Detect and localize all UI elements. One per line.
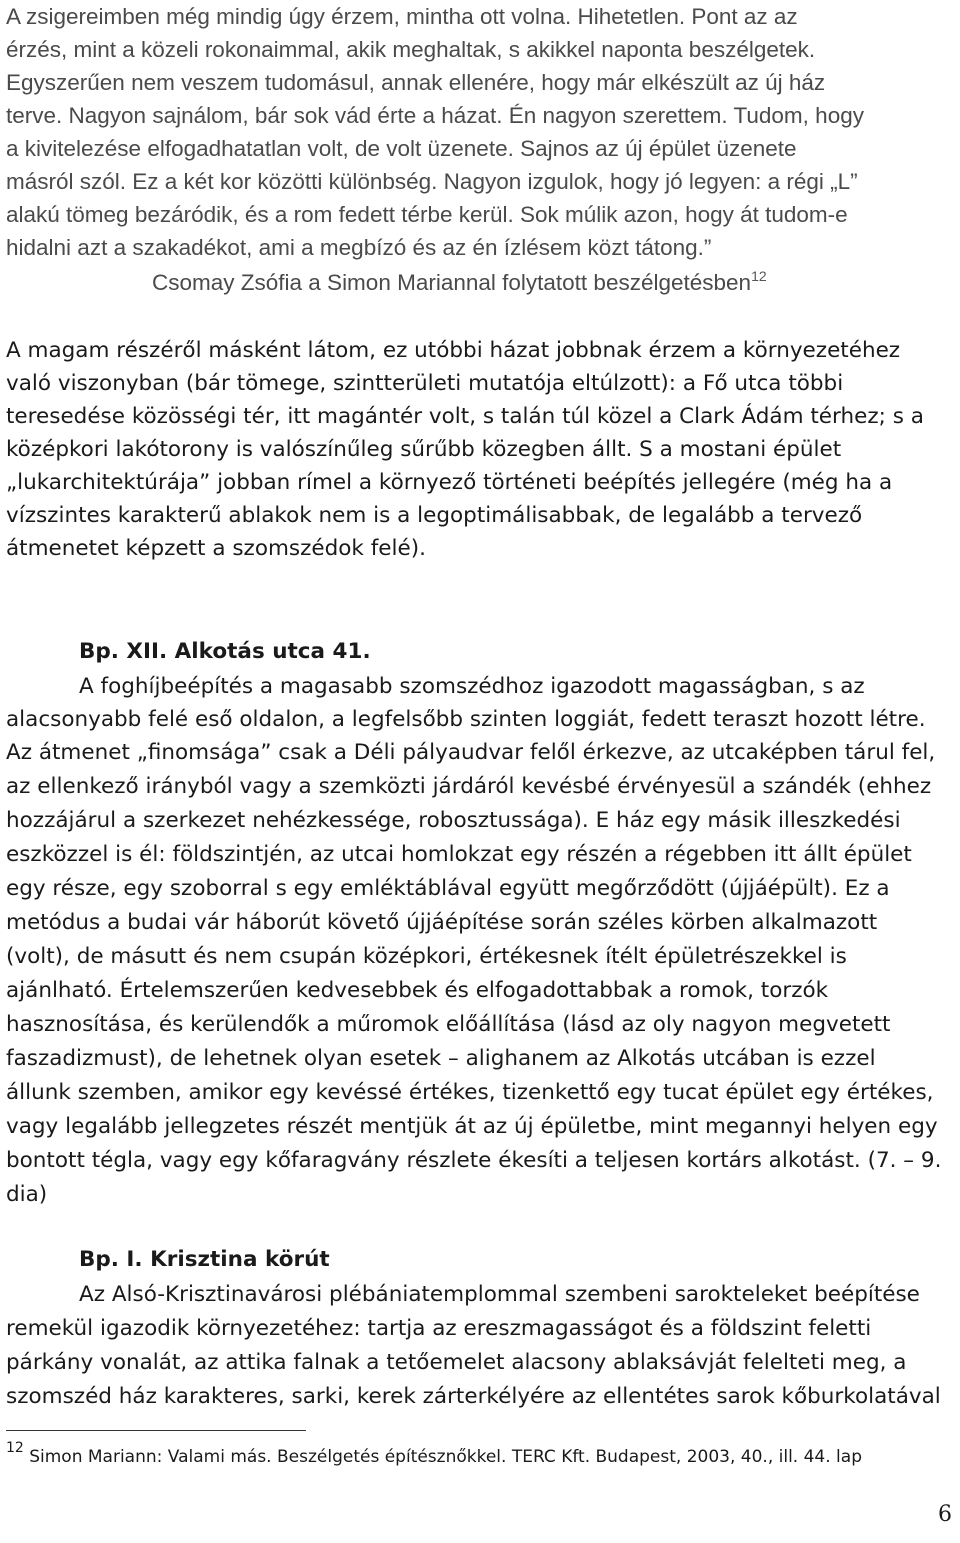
section-line: (volt), de másutt és nem csupán középkori, értékesnek ítélt épületrészekkel is [6, 944, 847, 969]
section-heading: Bp. XII. Alkotás utca 41. [79, 639, 371, 664]
quote-line: a kivitelezése elfogadhatatlan volt, de volt üzenete. Sajnos az új épület üzenete [6, 136, 797, 161]
footnote-separator [6, 1430, 306, 1431]
section-line: alacsonyabb felé eső oldalon, a legfelsőbb szinten loggiát, fedett teraszt hozott létre. [6, 707, 926, 732]
paragraph-line: teresedése közösségi tér, itt magántér volt, s talán túl közel a Clark Ádám térhez; s a [6, 404, 924, 429]
paragraph-line: átmenetet képzett a szomszédok felé). [6, 536, 426, 561]
section-line: az ellenkező irányból vagy a szemközti járdáról kevésbé érvényesül a szándék (ehhez [6, 774, 932, 799]
paragraph-line: A magam részéről másként látom, ez utóbbi házat jobbnak érzem a környezetéhez [6, 338, 901, 363]
section-line: párkány vonalát, az attika falnak a tetőemelet alacsony ablaksávját felelteti meg, a [6, 1350, 907, 1375]
paragraph-line: középkori lakótorony is valószínűleg sűrűbb közegben állt. S a mostani épület [6, 437, 842, 462]
section-line: állunk szemben, amikor egy kevéssé értékes, tizenkettő egy tucat épület egy értékes, [6, 1080, 934, 1105]
footnote-text: Simon Mariann: Valami más. Beszélgetés építésznőkkel. TERC Kft. Budapest, 2003, 40., ill. 44. lap [29, 1447, 862, 1467]
quote-line: érzés, mint a közeli rokonaimmal, akik meghaltak, s akikkel naponta beszélgetek. [6, 37, 816, 62]
section-line: ajánlható. Értelemszerűen kedvesebbek és elfogadottabbak a romok, torzók [6, 978, 829, 1003]
quote-line: Egyszerűen nem veszem tudomásul, annak ellenére, hogy már elkészült az új ház [6, 70, 826, 95]
footnote-number: 12 [6, 1440, 24, 1456]
section-line: szomszéd ház karakteres, sarki, kerek zárterkélyére az ellentétes sarok kőburkolatával [6, 1384, 941, 1409]
quote-line: terve. Nagyon sajnálom, bár sok vád érte a házat. Én nagyon szerettem. Tudom, hogy [6, 103, 864, 128]
section-line: metódus a budai vár háborút követő újjáépítése során széles körben alkalmazott [6, 910, 878, 935]
section-heading: Bp. I. Krisztina körút [79, 1247, 330, 1272]
section-line: bontott tégla, vagy egy kőfaragvány részlete ékesíti a teljesen kortárs alkotást. (7. – 9. [6, 1148, 942, 1173]
footnote [6, 1440, 862, 1474]
section-line: dia) [6, 1182, 48, 1207]
footnote-reference: 12 [751, 268, 767, 284]
section-line: faszadizmust), de lehetnek olyan esetek – alighanem az Alkotás utcában is ezzel [6, 1046, 876, 1071]
section-line: hasznosítása, és kerülendők a műromok előállítása (lásd az oly nagyon megvetett [6, 1012, 891, 1037]
section-line: egy része, egy szoborral s egy emléktáblával együtt megőrződött (újjáépült). Ez a [6, 876, 890, 901]
section-line: A foghíjbeépítés a magasabb szomszédhoz igazodott magasságban, s az [79, 674, 865, 699]
section-line: Az Alsó-Krisztinavárosi plébániatemplommal szembeni sarokteleket beépítése [79, 1282, 920, 1307]
section-line: hozzájárul a szerkezet nehézkessége, robosztussága). E ház egy másik illeszkedési [6, 808, 901, 833]
paragraph-line: való viszonyban (bár tömege, szintterületi mutatója eltúlzott): a Fő utca többi [6, 371, 844, 396]
paragraph-line: „lukarchitektúrája” jobban rímel a környező történeti beépítés jellegére (még ha a [6, 470, 893, 495]
paragraph-line: vízszintes karakterű ablakok nem is a legoptimálisabbak, de legalább a tervező [6, 503, 863, 528]
page-number: 6 [938, 1502, 952, 1527]
quote-line: hidalni azt a szakadékot, ami a megbízó és az én ízlésem közt tátong.” [6, 235, 712, 260]
quote-line: alakú tömeg bezáródik, és a rom fedett térbe kerül. Sok múlik azon, hogy át tudom-e [6, 202, 848, 227]
quote-line: A zsigereimben még mindig úgy érzem, mintha ott volna. Hihetetlen. Pont az az [6, 4, 798, 29]
quote-line: másról szól. Ez a két kor közötti különbség. Nagyon izgulok, hogy jó legyen: a régi „L” [6, 169, 858, 194]
section-line: vagy legalább jellegzetes részét mentjük át az új épületbe, mint megannyi helyen egy [6, 1114, 938, 1139]
quote-attribution [152, 266, 767, 300]
section-line: eszközzel is él: földszintjén, az utcai homlokzat egy részén a régebben itt állt épület [6, 842, 912, 867]
section-line: Az átmenet „finomsága” csak a Déli pályaudvar felől érkezve, az utcaképben tárul fel, [6, 740, 936, 765]
attribution-text: Csomay Zsófia a Simon Mariannal folytatott beszélgetésben [152, 270, 752, 295]
section-line: remekül igazodik környezetéhez: tartja az ereszmagasságot és a földszint feletti [6, 1316, 872, 1341]
